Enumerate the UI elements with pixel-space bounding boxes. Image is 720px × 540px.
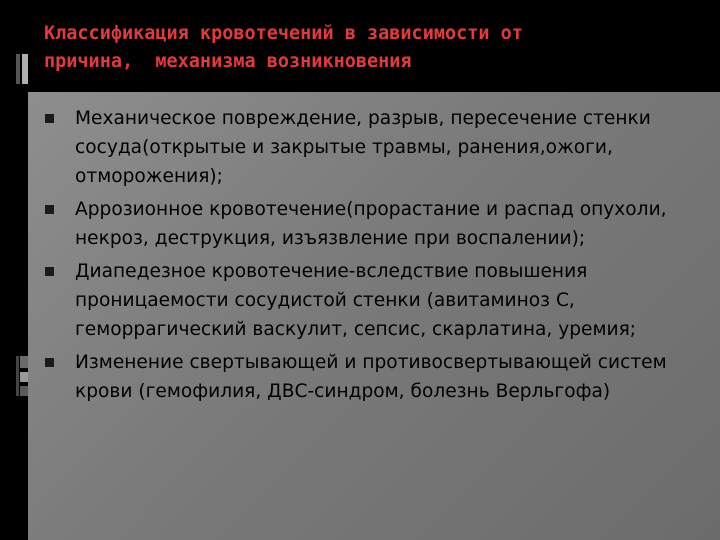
bullet-square-icon xyxy=(45,114,54,123)
bullet-square-icon xyxy=(45,267,54,276)
bullet-text: Механическое повреждение, разрыв, пересечение стенки сосуда(открытые и закрытые травмы, ранения,ожоги, отморожения); xyxy=(75,108,651,187)
bullet-item xyxy=(44,257,694,344)
accent-block xyxy=(16,54,20,84)
bullet-text: Изменение свертывающей и противосвертывающей систем крови (гемофилия, ДВС-синдром, болезнь Верльгофа) xyxy=(75,352,667,402)
slide-title: Классификация кровотечений в зависимости от причина, механизма возникновения xyxy=(44,23,523,72)
accent-block xyxy=(20,372,28,382)
bullet-square-icon xyxy=(45,358,54,367)
bullet-item xyxy=(44,195,694,253)
accent-block xyxy=(16,356,19,396)
bullet-square-icon xyxy=(45,205,54,214)
bullet-text: Аррозионное кровотечение(прорастание и распад опухоли, некроз, деструкция, изъязвление при воспалении); xyxy=(75,199,667,249)
bullet-item xyxy=(44,348,694,406)
bullet-item xyxy=(44,104,694,191)
accent-block xyxy=(22,54,28,84)
bullet-list xyxy=(44,104,694,410)
bullet-text: Диапедезное кровотечение-вследствие повышения проницаемости сосудистой стенки (авитаминоз С, геморрагический васкулит, сепсис, скарлатина, уремия; xyxy=(75,261,637,340)
accent-block xyxy=(20,386,28,396)
accent-block xyxy=(20,356,28,368)
left-rail xyxy=(0,92,28,540)
